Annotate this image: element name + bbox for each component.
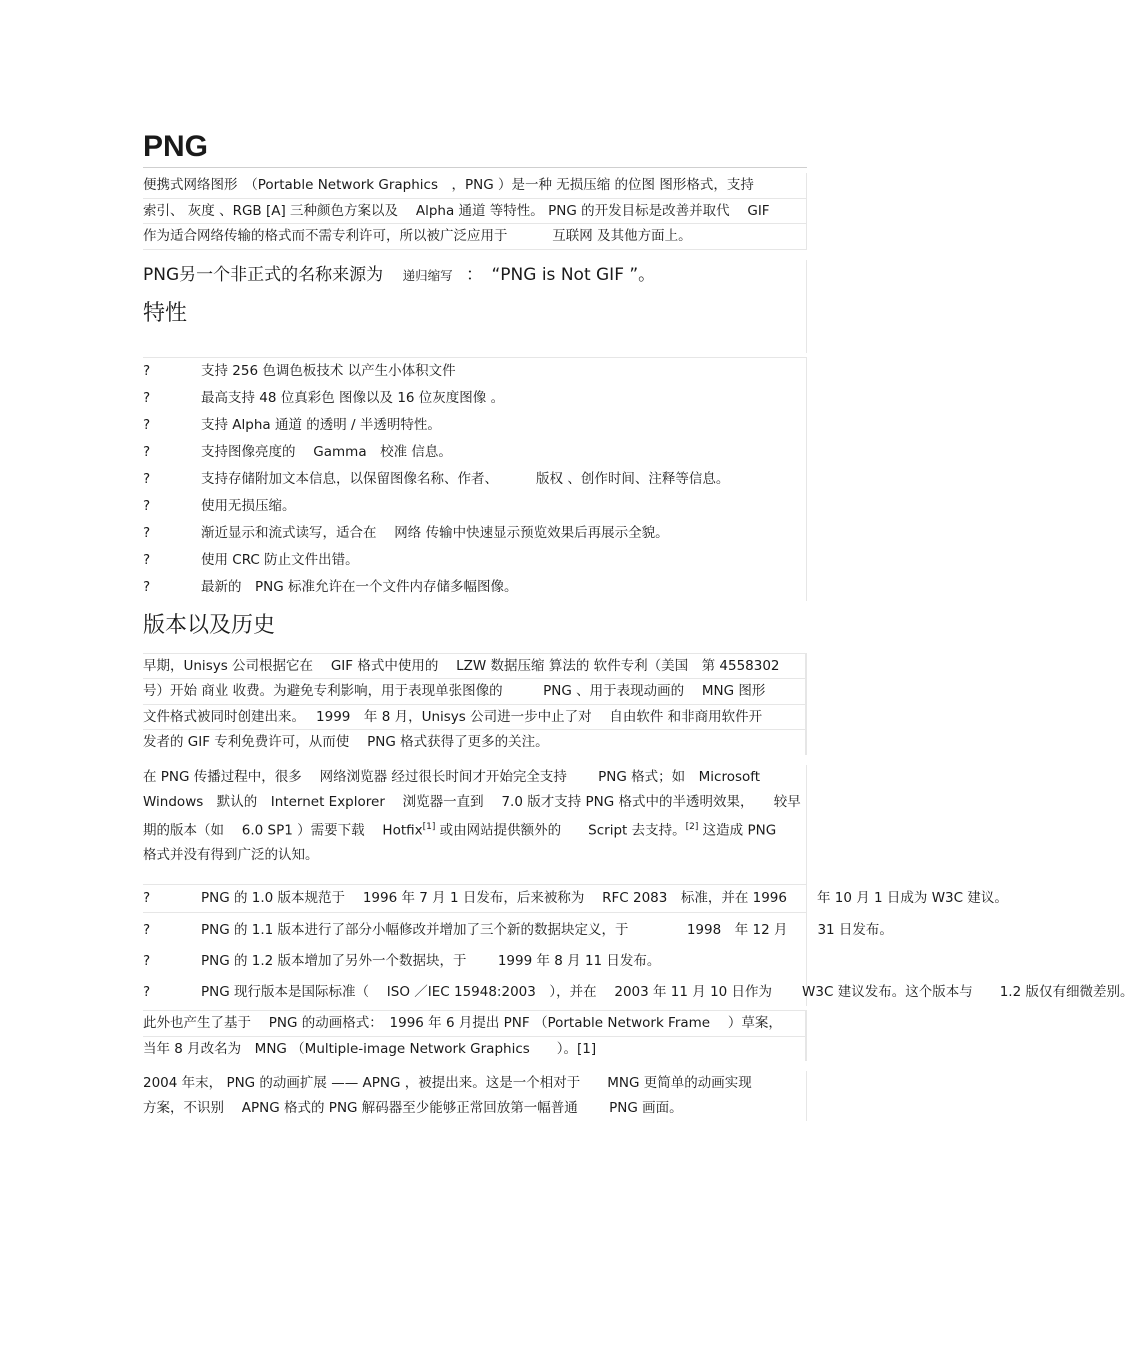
apng-paragraph <box>143 1071 807 1121</box>
bullet-marker: ? <box>143 362 151 379</box>
history-line: 号）开始 商业 收费。为避免专利影响，用于表现单张图像的 PNG 、用于表现动画的 MNG 图形 <box>143 679 806 705</box>
list-item-text: PNG 的 1.1 版本进行了部分小幅修改并增加了三个新的数据块定义，于 1998 年 12 月 <box>201 922 788 938</box>
apng-line: 方案，不识别 APNG 格式的 PNG 解码器至少能够正常回放第一幅普通 PNG 画面。 <box>143 1100 683 1116</box>
history-heading: 版本以及历史 <box>143 612 276 638</box>
list-item-text: PNG 的 1.2 版本增加了另外一个数据块，于 1999 年 8 月 11 日发布。 <box>201 953 661 969</box>
browser-line <box>143 815 806 844</box>
list-item <box>143 574 806 601</box>
list-item-text: PNG 现行版本是国际标准（ ISO ／IEC 15948:2003 ），并在 2003 年 11 月 10 日作为 <box>201 984 773 1000</box>
features-heading: 特性 <box>143 300 188 326</box>
list-item <box>143 493 806 520</box>
list-item-text: 最高支持 48 位真彩色 图像以及 16 位灰度图像 。 <box>201 389 505 406</box>
history-line: 早期，Unisys 公司根据它在 GIF 格式中使用的 LZW 数据压缩 算法的 软件专利（美国 第 4558302 <box>143 654 806 680</box>
history-line: 发者的 GIF 专利免费许可，从而使 PNG 格式获得了更多的关注。 <box>143 730 806 755</box>
list-item-text: 支持存储附加文本信息，以保留图像名称、作者、 版权 、创作时间、注释等信息。 <box>201 470 730 487</box>
list-item <box>143 385 806 412</box>
list-item <box>143 466 806 493</box>
features-list <box>143 357 807 601</box>
list-item-continuation: 31 日发布。 <box>817 922 893 938</box>
bullet-marker: ? <box>143 524 151 541</box>
list-item <box>143 439 806 466</box>
list-item <box>143 358 806 385</box>
page-title: PNG <box>143 128 807 168</box>
list-item <box>143 948 806 975</box>
alias-prefix: PNG另一个非正式的名称来源为 <box>143 264 384 285</box>
alias-suffix: ： “PNG is Not GIF ”。 <box>465 264 656 285</box>
recursive-acronym-link[interactable]: 递归缩写 <box>402 267 453 283</box>
browser-line: Windows 默认的 Internet Explorer 浏览器一直到 7.0 版才支持 PNG 格式中的半透明效果， 较早 <box>143 793 801 810</box>
bullet-marker: ? <box>143 497 151 514</box>
browser-line: 格式并没有得到广泛的认知。 <box>143 847 319 863</box>
list-item-text: 最新的 PNG 标准允许在一个文件内存储多幅图像。 <box>201 578 518 595</box>
bullet-marker: ? <box>143 984 151 1000</box>
document-content <box>143 128 1133 1121</box>
list-item <box>143 412 806 439</box>
intro-paragraph <box>143 173 807 250</box>
bullet-marker: ? <box>143 416 151 433</box>
mng-line: 当年 8 月改名为 MNG （Multiple-image Network Graphics ）。[1] <box>143 1037 806 1062</box>
list-item-text: 支持 Alpha 通道 的透明 / 半透明特性。 <box>201 416 441 433</box>
browser-paragraph <box>143 765 807 885</box>
intro-line: 便携式网络图形 （Portable Network Graphics ，PNG ）是一种 无损压缩 的位图 图形格式，支持 <box>143 173 807 199</box>
bullet-marker: ? <box>143 470 151 487</box>
mng-paragraph <box>143 1010 807 1061</box>
bullet-marker: ? <box>143 890 151 906</box>
intro-line: 索引、 灰度 、RGB [A] 三种颜色方案以及 Alpha 通道 等特性。 PNG 的开发目标是改善并取代 GIF <box>143 199 807 225</box>
list-item-continuation: 年 10 月 1 日成为 W3C 建议。 <box>816 890 1008 906</box>
bullet-marker: ? <box>143 389 151 406</box>
reference-link[interactable]: [2] <box>685 821 699 832</box>
apng-line: 2004 年末， PNG 的动画扩展 —— APNG ，被提出来。这是一个相对于 MNG 更简单的动画实现 <box>143 1075 752 1091</box>
browser-line-middle: 或由网站提供额外的 Script 去支持。 <box>435 822 686 838</box>
bullet-marker: ? <box>143 443 151 460</box>
list-item-text: 渐近显示和流式读写，适合在 网络 传输中快速显示预览效果后再展示全貌。 <box>201 524 669 541</box>
list-item-continuation: W3C 建议发布。这个版本与 1.2 版仅有细微差别。 <box>802 984 1133 1000</box>
browser-line: 在 PNG 传播过程中，很多 网络浏览器 经过很长时间才开始完全支持 PNG 格式；如 Microsoft <box>143 768 761 785</box>
reference-link[interactable]: [1] <box>422 821 436 832</box>
list-item <box>143 917 893 944</box>
list-item <box>143 885 1008 913</box>
alias-block <box>143 260 807 353</box>
history-paragraph <box>143 653 807 755</box>
list-item-text: 使用无损压缩。 <box>201 497 296 514</box>
bullet-marker: ? <box>143 922 151 938</box>
browser-line-end: 这造成 PNG <box>698 822 777 838</box>
list-item <box>143 520 806 547</box>
bullet-marker: ? <box>143 953 151 969</box>
alias-line <box>143 260 806 291</box>
list-item <box>143 547 806 574</box>
versions-list <box>143 884 1133 1006</box>
list-item-text: PNG 的 1.0 版本规范于 1996 年 7 月 1 日发布，后来被称为 RFC 2083 标准，并在 1996 <box>201 890 787 906</box>
mng-line: 此外也产生了基于 PNG 的动画格式： 1996 年 6 月提出 PNF （Portable Network Frame ）草案， <box>143 1011 806 1037</box>
list-item-text: 使用 CRC 防止文件出错。 <box>201 551 359 568</box>
list-item <box>143 979 1133 1006</box>
bullet-marker: ? <box>143 578 151 595</box>
intro-line: 作为适合网络传输的格式而不需专利许可，所以被广泛应用于 互联网 及其他方面上。 <box>143 224 807 250</box>
bullet-marker: ? <box>143 551 151 568</box>
browser-line-start: 期的版本（如 6.0 SP1 ）需要下载 Hotfix <box>143 822 423 838</box>
list-item-text: 支持 256 色调色板技术 以产生小体积文件 <box>201 362 456 379</box>
list-item-text: 支持图像亮度的 Gamma 校准 信息。 <box>201 443 452 460</box>
history-line: 文件格式被同时创建出来。 1999 年 8 月，Unisys 公司进一步中止了对 自由软件 和非商用软件开 <box>143 705 806 731</box>
